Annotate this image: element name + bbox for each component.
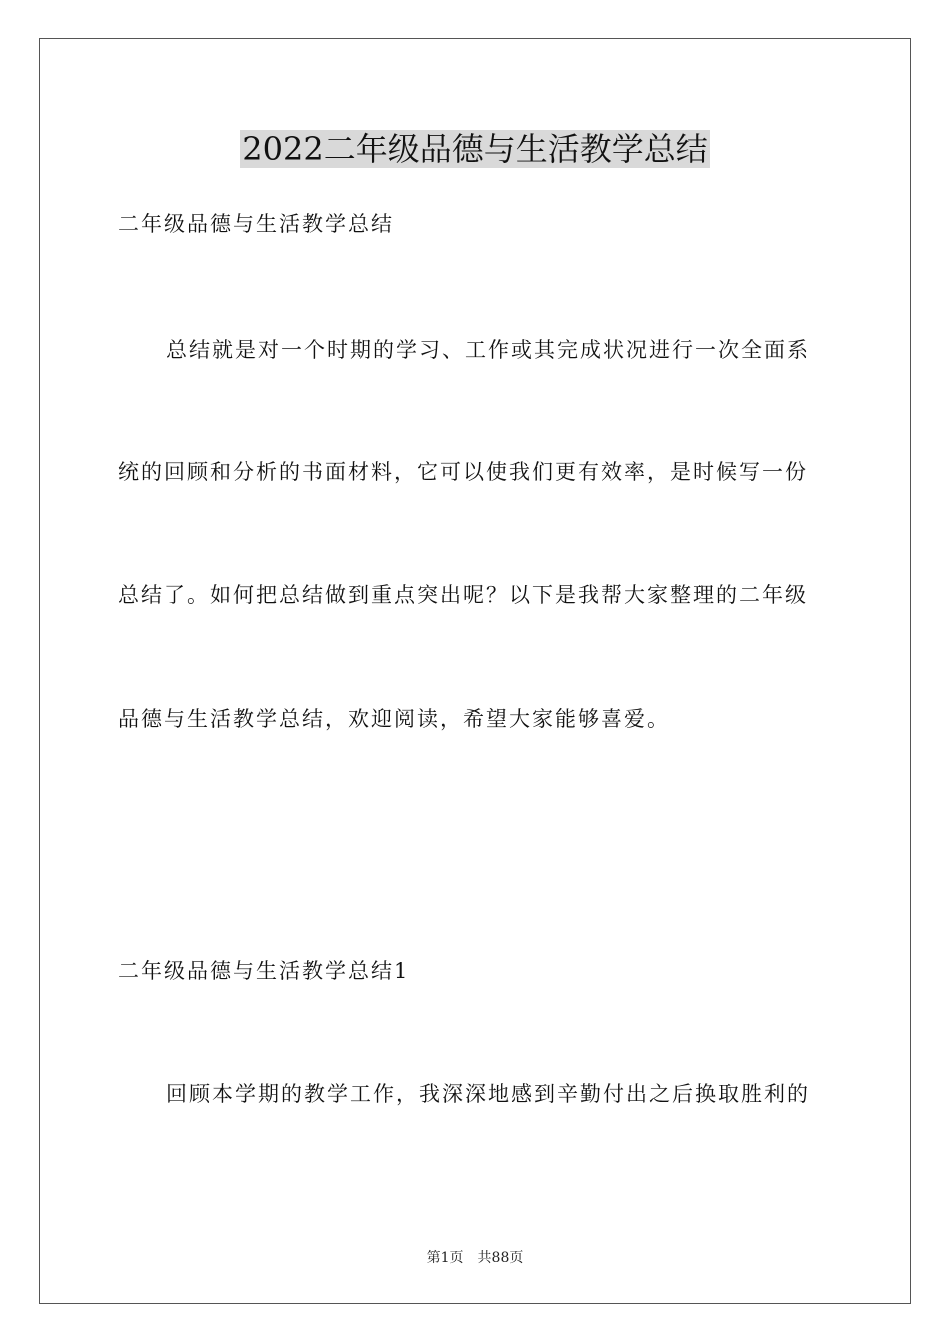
paragraph-1-line-4: 品德与生活教学总结，欢迎阅读，希望大家能够喜爱。 [118, 707, 670, 731]
document-title [0, 127, 950, 171]
document-subtitle: 二年级品德与生活教学总结 [118, 212, 394, 236]
page-number-footer: 第1页 共88页 [426, 1250, 524, 1266]
paragraph-1-line-2: 统的回顾和分析的书面材料，它可以使我们更有效率，是时候写一份 [118, 460, 808, 484]
paragraph-2-line-1: 回顾本学期的教学工作，我深深地感到辛勤付出之后换取胜利的 [166, 1082, 810, 1106]
section-1-heading: 二年级品德与生活教学总结1 [118, 959, 410, 983]
paragraph-1-line-3: 总结了。如何把总结做到重点突出呢？以下是我帮大家整理的二年级 [118, 583, 808, 607]
paragraph-1-line-1: 总结就是对一个时期的学习、工作或其完成状况进行一次全面系 [166, 338, 810, 362]
document-title-text: 2022二年级品德与生活教学总结 [242, 130, 708, 168]
